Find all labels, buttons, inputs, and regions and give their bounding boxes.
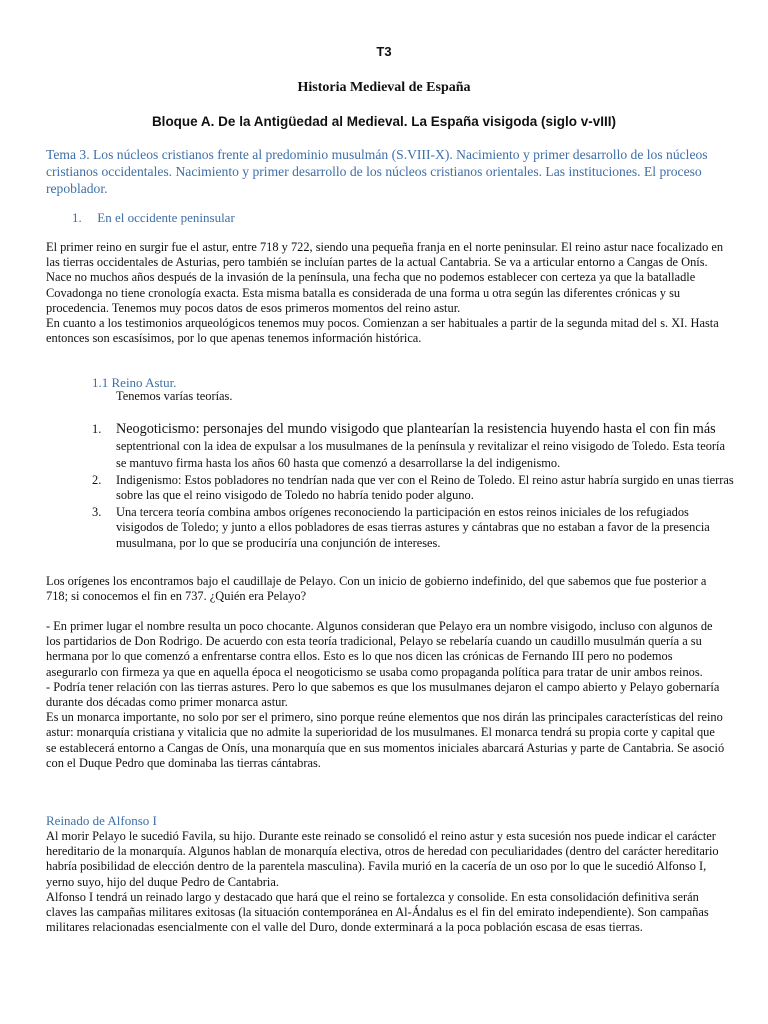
subsection-heading: 1.1 Reino Astur.: [92, 375, 177, 390]
list-number: 2.: [92, 473, 102, 487]
theories-list: [46, 421, 736, 552]
list-item: [46, 473, 736, 504]
paragraph-text: Al morir Pelayo le sucedió Favila, su hijo. Durante este reinado se consolidó el reino astur y esta sucesión nos puede indicar el carácter hereditario de la monarquía. Algunos hablan de monarquía electiva, otros de heredad con peculiaridades (dentro del carácter hereditario habría posibilidad de elección dentro de la parentela masculina). Favila murió en la cacería de un oso por lo que le sucedió Alfonso I, yerno suyo, hijo del duque Pedro de Cantabria.: [46, 829, 719, 889]
paragraph-text: Es un monarca importante, no solo por ser el primero, sino porque reúne elementos que nos dirán las principales características del reino astur: monarquía cristiana y vitalicia que no admite la superioridad de los musulmanes. El monarca tendrá su propia corte y capital que se establecerá entorno a Cangas de Onís, una monarquía que en sus momentos iniciales abarcará Asturias y parte de Cantabria. Se asoció con el Duque Pedro que dominaba las tierras cántabras.: [46, 710, 725, 770]
reinado-heading: Reinado de Alfonso I: [46, 813, 157, 828]
paragraph-text: - Podría tener relación con las tierras astures. Pero lo que sabemos es que los musulmanes dejaron el campo abierto y Pelayo gobernaría durante dos décadas como primer monarca astur.: [46, 679, 720, 710]
block-heading: Bloque A. De la Antigüedad al Medieval. La España visigoda (siglo v-vIII): [151, 114, 617, 129]
tema-heading: Tema 3. Los núcleos cristianos frente al predominio musulmán (S.VIII-X). Nacimiento y primer desarrollo de los núcleos cristianos occidentales. Nacimiento y primer desarrollo de los núcleos cristianos orientales. Las instituciones. El proceso repoblador.: [46, 147, 708, 196]
list-item: [46, 505, 736, 551]
section-label: En el occidente peninsular: [97, 210, 235, 225]
paragraph-pelayo: [46, 619, 726, 771]
list-text: Una tercera teoría combina ambos orígenes reconociendo la participación en estos reinos iniciales de los refugiados visigodos de Toledo; y junto a ellos pobladores de esas tierras astures y cántabras que no estaban a favor de la presencia musulmana, por lo que se produciría una conjunción de intereses.: [116, 504, 710, 550]
list-number: 3.: [92, 504, 102, 519]
document-code: T3: [376, 44, 392, 59]
paragraph-origins: Los orígenes los encontramos bajo el caudillaje de Pelayo. Con un inicio de gobierno indefinido, del que sabemos que fue posterior a 718; si conocemos el fin en 737. ¿Quién era Pelayo?: [46, 574, 707, 604]
paragraph-text: El primer reino en surgir fue el astur, entre 718 y 722, siendo una pequeña franja en el norte peninsular. El reino astur nace focalizado en las tierras occidentales de Asturias, pero también se incluían partes de la actual Cantabria. Se va a articular entorno a Cangas de Onís. Nace no muchos años después de la invasión de la península, una fecha que no podemos establecer con certeza ya que la batalladle Covadonga no tiene cronología exacta. Esta misma batalla es considerada de una forma u otra según las diferentes crónicas y su procedencia. Tenemos muy pocos datos de esos primeros momentos del reino astur.: [46, 240, 724, 315]
list-text: septentrional con la idea de expulsar a los musulmanes de la península y revitalizar el reino visigodo de Toledo. Esta teoría se mantuvo firma hasta los años 60 hasta que comenzó a desarrollarse la del indigenismo.: [116, 439, 725, 470]
list-number: 1.: [92, 422, 102, 436]
list-text: Indigenismo: Estos pobladores no tendrían nada que ver con el Reino de Toledo. El reino astur habría surgido en unas tierras sobre las que el reino visigodo de Toledo no habría tenido poder alguno.: [116, 473, 734, 503]
paragraph-alfonso: [46, 829, 726, 935]
paragraph-text: - En primer lugar el nombre resulta un poco chocante. Algunos consideran que Pelayo era un nombre visigodo, incluso con algunos de los partidarios de Don Rodrigo. De acuerdo con esta teoría tradicional, Pelayo se rebelaría cuando un caudillo musulmán quería a su hermana por lo que comenzó a enfrentarse contra ellos. Esto es lo que nos dicen las crónicas de Fernando III pero no podemos asegurarlo con firmeza ya que en aquella época el neogoticismo se usaba como propaganda política para tratar de unir ambos reinos.: [46, 619, 713, 679]
section-number: 1.: [72, 210, 82, 225]
list-item: [46, 421, 736, 472]
paragraph-intro: [46, 240, 726, 346]
paragraph-text: Alfonso I tendrá un reinado largo y destacado que hará que el reino se fortalezca y consolide. En esta consolidación definitiva serán claves las campañas militares exitosas (la situación contemporánea en Al-Ándalus es el fin del emirato independiente). Son campañas militares relacionadas esencialmente con el valle del Duro, donde exterminará a la poca población escasa de esas tierras.: [46, 889, 709, 935]
section-heading-1: [72, 210, 672, 226]
theories-intro: Tenemos varías teorías.: [116, 389, 233, 403]
list-lead-text: Neogoticismo: personajes del mundo visigodo que plantearían la resistencia huyendo hasta el con fin más: [116, 421, 716, 437]
paragraph-text: En cuanto a los testimonios arqueológicos tenemos muy pocos. Comienzan a ser habituales a partir de la segunda mitad del s. XI. Hasta entonces son escasísimos, por lo que apenas tenemos información histórica.: [46, 316, 719, 346]
document-title: Historia Medieval de España: [297, 80, 471, 95]
